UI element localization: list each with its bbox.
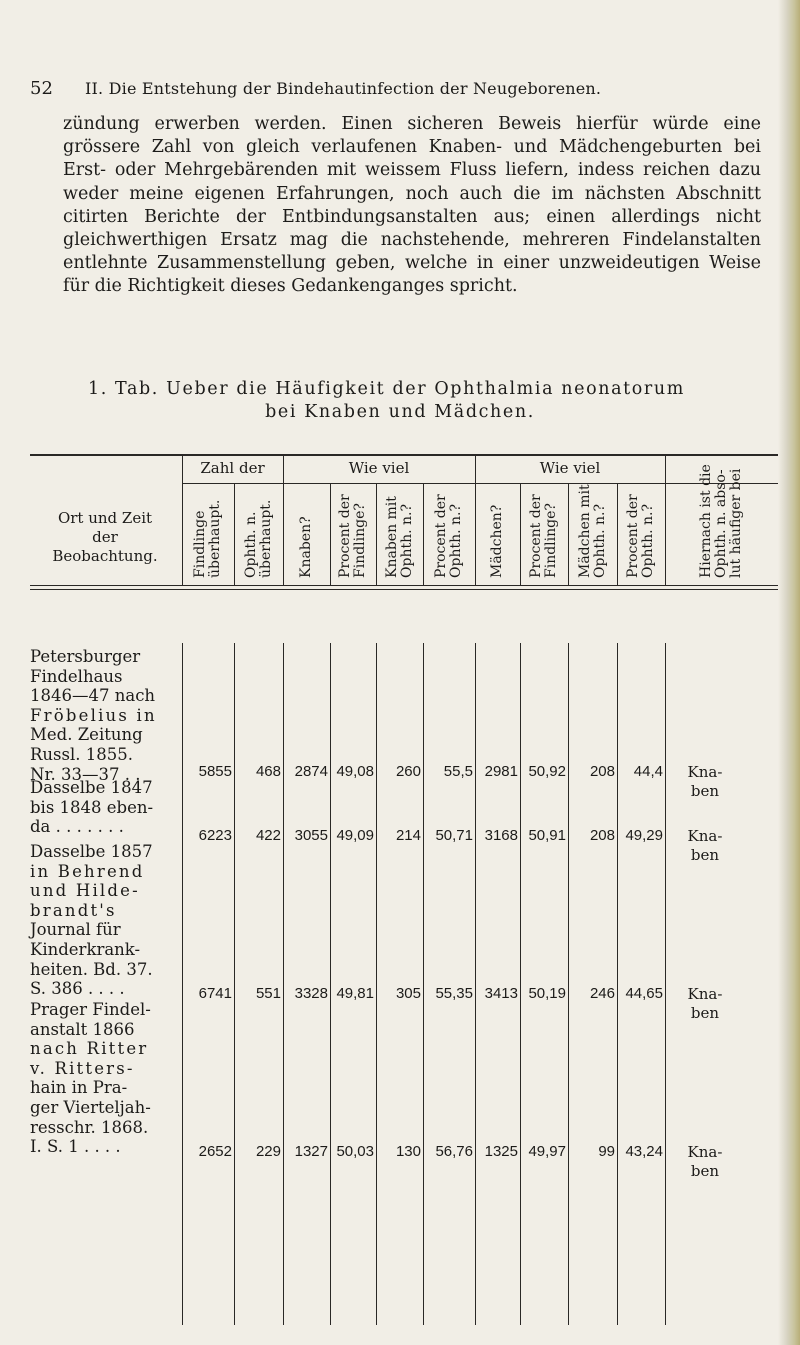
row-stub-line: I. S. 1 . . . . <box>30 1137 121 1157</box>
column-header-11 <box>699 464 744 578</box>
column-header-10 <box>626 494 656 578</box>
header-bottom-rule <box>30 585 778 586</box>
group-header-rule <box>182 483 778 484</box>
row-stub-line: Kinderkrank- <box>30 939 141 959</box>
column-header-2 <box>244 500 274 578</box>
row-stub-line: Prager Findel- <box>30 1000 151 1019</box>
row-stub-line: Journal für <box>30 920 121 940</box>
row-remark <box>675 763 735 801</box>
row-stub-line: bis 1848 eben- <box>30 797 154 817</box>
column-rule <box>423 643 424 1325</box>
column-rule <box>376 483 377 585</box>
table-cell: 214 <box>395 827 421 844</box>
table-cell: 2652 <box>198 1143 232 1160</box>
paragraph-line: grössere Zahl von gleich verlaufenen Knaben- und Mädchengeburten bei <box>63 137 761 158</box>
column-rule <box>520 643 521 1325</box>
column-header-8 <box>529 494 559 578</box>
column-rule <box>475 643 476 1325</box>
row-remark <box>675 985 735 1023</box>
stub-header <box>30 509 180 566</box>
table-subtitle: bei Knaben und Mädchen. <box>265 402 535 422</box>
running-head: II. Die Entstehung der Bindehautinfection der Neugeborenen. <box>85 79 602 98</box>
row-remark-line: ben <box>690 1004 720 1022</box>
column-rule <box>234 643 235 1325</box>
row-remark <box>675 1143 735 1181</box>
table-cell: 3413 <box>484 985 518 1002</box>
row-stub-line: in Behrend <box>30 861 145 881</box>
paragraph-line: Erst- oder Mehrgebärenden mit weissem Fluss liefern, indess reichen dazu <box>63 160 761 181</box>
row-stub-line: brandt's <box>30 900 117 920</box>
paragraph-line: gleichwerthigen Ersatz mag die nachstehende, mehreren Findelanstalten <box>63 230 761 251</box>
column-header-line: Findlinge? <box>352 503 368 578</box>
row-stub-line: Russl. 1855. <box>30 744 133 764</box>
table-cell: 6741 <box>198 985 232 1002</box>
table-cell: 1327 <box>294 1143 328 1160</box>
column-header-line: Procent der <box>337 494 353 578</box>
table-cell: 50,92 <box>528 763 566 780</box>
column-rule <box>665 455 666 585</box>
table-cell: 551 <box>255 985 281 1002</box>
table-cell: 49,29 <box>625 827 663 844</box>
stub-header-line: Ort und Zeit <box>57 509 153 527</box>
row-stub-line: 1846—47 nach <box>30 686 156 706</box>
page-edge-shadow <box>778 0 800 1345</box>
table-cell: 3328 <box>294 985 328 1002</box>
page-header <box>30 78 770 102</box>
row-stub-line: ger Vierteljah- <box>30 1097 151 1117</box>
column-rule <box>568 643 569 1325</box>
column-header-line: überhaupt. <box>207 499 223 578</box>
table-cell: 50,91 <box>528 827 566 844</box>
body-paragraph <box>63 113 761 299</box>
table-cell: 44,65 <box>625 985 663 1002</box>
table-cell: 49,08 <box>336 763 374 780</box>
table-cell: 50,03 <box>336 1143 374 1160</box>
row-remark-line: Kna- <box>687 1143 723 1161</box>
row-remark-line: ben <box>690 1162 720 1180</box>
row-remark-line: Kna- <box>687 985 723 1003</box>
column-header-line: Findlinge <box>192 510 208 578</box>
row-stub-line: Fröbelius in <box>30 705 157 725</box>
column-rule <box>330 643 331 1325</box>
table-cell: 422 <box>255 827 281 844</box>
table-cell: 55,35 <box>435 985 473 1002</box>
column-rule <box>665 643 666 1325</box>
column-header-3 <box>299 516 314 578</box>
group-header-wie-viel-knaben: Wie viel <box>348 459 410 477</box>
column-header-line: Hiernach ist die <box>698 464 714 578</box>
column-header-line: Mädchen mit <box>576 484 593 578</box>
row-remark-line: Kna- <box>687 763 723 781</box>
row-stub-line: Dasselbe 1847 <box>30 778 153 797</box>
column-header-line: Procent der <box>528 494 544 578</box>
column-rule <box>234 483 235 585</box>
column-header-line: Ophth. n. <box>242 511 259 578</box>
column-rule <box>520 483 521 585</box>
column-header-line: überhaupt. <box>257 499 274 578</box>
column-rule <box>423 483 424 585</box>
table-cell: 130 <box>395 1143 421 1160</box>
table-cell: 50,19 <box>528 985 566 1002</box>
table-cell: 260 <box>395 763 421 780</box>
table-cell: 49,81 <box>336 985 374 1002</box>
column-header-line: Knaben? <box>298 516 314 578</box>
table-cell: 49,97 <box>528 1143 566 1160</box>
row-remark-line: ben <box>690 846 720 864</box>
row-stub-line: hain in Pra- <box>30 1078 128 1098</box>
row-stub-line: v. Ritters- <box>30 1058 135 1078</box>
paragraph-line: zündung erwerben werden. Einen sicheren Beweis hierfür würde eine <box>63 114 761 134</box>
column-header-line: Ophth. n.? <box>591 504 608 578</box>
table-cell: 44,4 <box>633 763 663 780</box>
table-cell: 3168 <box>484 827 518 844</box>
group-header-wie-viel-maedchen: Wie viel <box>539 459 601 477</box>
row-stub <box>30 1000 180 1157</box>
table-cell: 50,71 <box>435 827 473 844</box>
row-stub-line: Petersburger <box>30 647 141 666</box>
column-header-6 <box>434 494 464 578</box>
table-cell: 6223 <box>198 827 232 844</box>
table-cell: 305 <box>395 985 421 1002</box>
table-cell: 5855 <box>198 763 232 780</box>
header-bottom-rule-2 <box>30 589 778 590</box>
table-cell: 2981 <box>484 763 518 780</box>
column-rule <box>330 483 331 585</box>
stub-header-line: Beobachtung. <box>52 547 158 565</box>
row-remark-line: ben <box>690 782 720 800</box>
row-remark-line: Kna- <box>687 827 723 845</box>
row-remark <box>675 827 735 865</box>
page-number: 52 <box>30 78 53 99</box>
table-cell: 208 <box>589 827 615 844</box>
paragraph-line: für die Richtigkeit dieses Gedankenganges spricht. <box>63 276 518 297</box>
table-cell: 43,24 <box>625 1143 663 1160</box>
column-header-line: Ophth. n.? <box>640 504 656 578</box>
column-header-line: Ophth. n.? <box>398 504 415 578</box>
column-header-line: Procent der <box>625 494 641 578</box>
column-header-5 <box>385 496 415 578</box>
row-stub-line: Med. Zeitung <box>30 725 143 745</box>
column-header-line: Ophth. n. abso- <box>713 469 729 578</box>
row-stub <box>30 842 180 999</box>
table-cell: 3055 <box>294 827 328 844</box>
row-stub-line: resschr. 1868. <box>30 1117 149 1137</box>
column-header-line: Findlinge? <box>543 503 559 578</box>
stub-header-line: der <box>92 528 118 546</box>
row-stub-line: Nr. 33—37 . . <box>30 764 141 784</box>
table-cell: 468 <box>255 763 281 780</box>
row-stub-line: nach Ritter <box>30 1039 149 1059</box>
row-stub <box>30 778 180 837</box>
table-cell: 246 <box>589 985 615 1002</box>
paragraph-line: citirten Berichte der Entbindungsanstalten aus; einen allerdings nicht <box>63 206 761 227</box>
column-header-line: Ophth. n.? <box>448 504 464 578</box>
column-header-1 <box>193 500 223 578</box>
row-stub <box>30 647 180 784</box>
table-cell: 49,09 <box>336 827 374 844</box>
column-rule <box>617 643 618 1325</box>
row-stub-line: und Hilde- <box>30 881 140 901</box>
row-stub-line: anstalt 1866 <box>30 1019 135 1039</box>
row-stub-line: Dasselbe 1857 <box>30 842 153 861</box>
table-cell: 1325 <box>484 1143 518 1160</box>
table-title: 1. Tab. Ueber die Häufigkeit der Ophthalmia neonatorum <box>88 379 685 399</box>
column-rule <box>182 643 183 1325</box>
table-cell: 55,5 <box>443 763 473 780</box>
group-header-zahl: Zahl der <box>200 459 265 477</box>
column-header-7 <box>490 505 505 578</box>
table-cell: 56,76 <box>435 1143 473 1160</box>
table-cell: 208 <box>589 763 615 780</box>
paragraph-line: weder meine eigenen Erfahrungen, noch auch die im nächsten Abschnitt <box>63 183 761 204</box>
column-header-line: lut häufiger bei <box>728 468 744 578</box>
column-header-9 <box>578 484 608 578</box>
table-cell: 2874 <box>294 763 328 780</box>
column-header-line: Knaben mit <box>383 496 400 578</box>
column-header-4 <box>338 494 368 578</box>
column-header-line: Mädchen? <box>489 504 505 578</box>
table-cell: 99 <box>598 1143 615 1160</box>
row-stub-line: Findelhaus <box>30 666 123 686</box>
column-rule <box>283 643 284 1325</box>
table-cell: 229 <box>255 1143 281 1160</box>
column-rule <box>617 483 618 585</box>
row-stub-line: da . . . . . . . <box>30 817 124 837</box>
column-rule <box>376 643 377 1325</box>
column-header-line: Procent der <box>433 494 449 578</box>
row-stub-line: S. 386 . . . . <box>30 979 125 999</box>
paragraph-line: entlehnte Zusammenstellung geben, welche in einer unzweideutigen Weise <box>63 253 761 274</box>
row-stub-line: heiten. Bd. 37. <box>30 959 153 979</box>
column-rule <box>568 483 569 585</box>
